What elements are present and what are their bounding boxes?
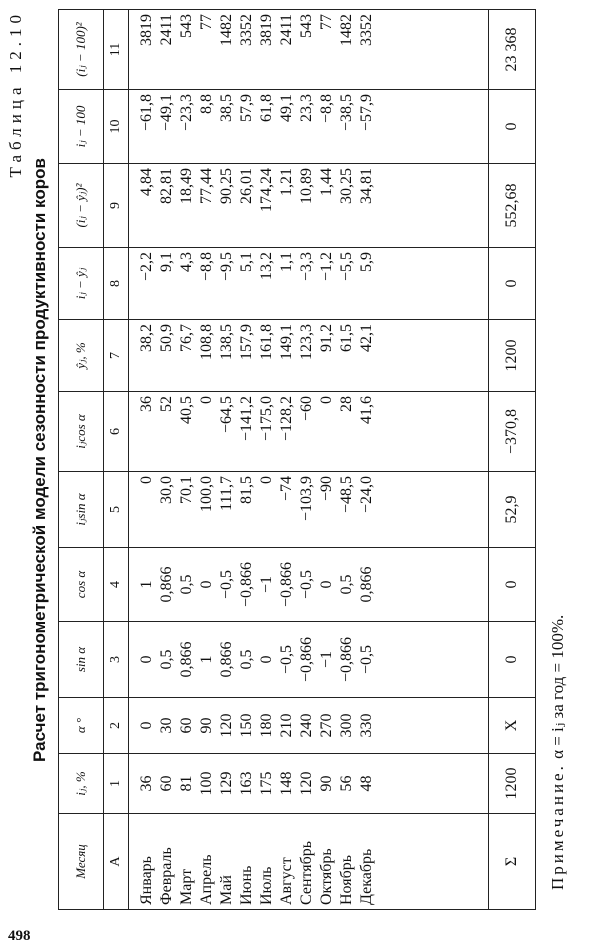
table-cell: 300 <box>338 713 355 738</box>
table-cell: 77,44 <box>198 168 215 204</box>
table-cell: −0,5 <box>358 644 375 675</box>
table-cell: −38,5 <box>338 94 355 132</box>
table-cell: 5,9 <box>358 252 375 272</box>
table-cell: −0,866 <box>278 561 295 608</box>
table-cell: −0,5 <box>278 644 295 675</box>
table-label: Таблица 12.10 <box>6 10 25 178</box>
table-title: Расчет тригонометрической модели сезонности продуктивности коров <box>30 158 49 762</box>
table-cell: −0,866 <box>238 561 255 608</box>
table-cell: −61,8 <box>138 94 155 132</box>
header-cell: iⱼ − 100 <box>59 90 104 164</box>
table-cell: 129 <box>218 771 235 796</box>
table-cell: 0,866 <box>158 566 175 603</box>
table-cell: 3352 <box>238 14 255 46</box>
table-cell: 1482 <box>338 14 355 46</box>
table-cell: 28 <box>338 396 355 412</box>
column-number: 5 <box>104 472 129 548</box>
table-cell: 1 <box>198 655 215 664</box>
table-cell: −8,8 <box>198 252 215 282</box>
table-cell: 13,2 <box>258 252 275 280</box>
table-cell: Декабрь <box>358 848 375 905</box>
column-number: 8 <box>104 248 129 320</box>
table-cell: 157,9 <box>238 324 255 360</box>
column-number: 11 <box>104 10 129 90</box>
table-cell: −103,9 <box>298 476 315 522</box>
table-cell: 0,5 <box>178 574 195 595</box>
column-number-row <box>104 10 129 910</box>
table-cell: Январь <box>138 856 155 905</box>
table-cell: 0,5 <box>238 649 255 670</box>
table-cell: 148 <box>278 771 295 796</box>
table-cell: −49,1 <box>158 94 175 132</box>
index-column <box>129 754 489 814</box>
table-cell: 3819 <box>258 14 275 46</box>
table-cell: 77 <box>198 14 215 30</box>
table-cell: 38,2 <box>138 324 155 352</box>
total-cell: 0 <box>489 248 536 320</box>
table-cell: −23,3 <box>178 94 195 132</box>
table-cell: 0 <box>318 396 335 404</box>
table-cell: 30,25 <box>338 168 355 204</box>
table-cell: −1 <box>258 575 275 594</box>
note-formula: α = iⱼ за год = 100%. <box>548 614 567 759</box>
table-cell: 3819 <box>138 14 155 46</box>
table-cell: −1,2 <box>318 252 335 282</box>
table-cell: 36 <box>138 396 155 412</box>
table-cell: Сентябрь <box>298 840 315 905</box>
table-cell: 38,5 <box>218 94 235 122</box>
table-cell: 0,866 <box>178 641 195 678</box>
table-cell: −5,5 <box>338 252 355 282</box>
column-number: 3 <box>104 622 129 698</box>
header-cell: Месяц <box>59 814 104 910</box>
table-cell: Апрель <box>198 854 215 905</box>
deviation-column <box>129 90 489 164</box>
deviation-squared-column <box>129 10 489 90</box>
data-body-row <box>129 10 489 910</box>
table-cell: 26,01 <box>238 168 255 204</box>
column-number: 2 <box>104 698 129 754</box>
table-cell: −48,5 <box>338 476 355 514</box>
table-cell: 8,8 <box>198 94 215 114</box>
total-cell: 0 <box>489 90 536 164</box>
seasonality-table <box>58 9 536 910</box>
table-cell: 2411 <box>158 14 175 46</box>
column-number: 9 <box>104 164 129 248</box>
table-cell: 90,25 <box>218 168 235 204</box>
table-cell: Июль <box>258 866 275 905</box>
table-cell: 76,7 <box>178 324 195 352</box>
total-cell: 552,68 <box>489 164 536 248</box>
table-cell: 2411 <box>278 14 295 46</box>
total-cell: −370,8 <box>489 392 536 472</box>
table-cell: 0 <box>318 580 335 589</box>
table-cell: 210 <box>278 713 295 738</box>
table-cell: −1 <box>318 650 335 669</box>
header-cell: iⱼ, % <box>59 754 104 814</box>
note-prefix: Примечание. <box>548 763 567 890</box>
table-cell: 40,5 <box>178 396 195 424</box>
table-cell: −128,2 <box>278 396 295 442</box>
table-cell: 1,21 <box>278 168 295 196</box>
table-cell: 1482 <box>218 14 235 46</box>
table-cell: 100,0 <box>198 476 215 512</box>
total-cell: 0 <box>489 622 536 698</box>
table-cell: 1,1 <box>278 252 295 272</box>
table-cell: −0,5 <box>298 569 315 600</box>
table-cell: 0,5 <box>338 574 355 595</box>
column-number: 6 <box>104 392 129 472</box>
table-cell: −2,2 <box>138 252 155 282</box>
table-cell: 42,1 <box>358 324 375 352</box>
table-cell: −3,3 <box>298 252 315 282</box>
table-cell: 41,6 <box>358 396 375 424</box>
table-cell: Февраль <box>158 847 175 905</box>
table-cell: 1,44 <box>318 168 335 196</box>
table-cell: 77 <box>318 14 335 30</box>
table-cell: −24,0 <box>358 476 375 514</box>
column-number: 7 <box>104 320 129 392</box>
table-cell: 0 <box>258 476 275 484</box>
table-cell: 56 <box>338 775 355 792</box>
table-cell: Июнь <box>238 865 255 905</box>
header-row <box>59 10 104 910</box>
index-sin-column <box>129 472 489 548</box>
table-cell: 3352 <box>358 14 375 46</box>
table-cell: 0,866 <box>358 566 375 603</box>
total-row <box>489 10 536 910</box>
table-cell: 120 <box>298 771 315 796</box>
header-cell: α ° <box>59 698 104 754</box>
table-cell: 57,9 <box>238 94 255 122</box>
table-cell: −141,2 <box>238 396 255 442</box>
table-cell: 0 <box>138 721 155 730</box>
table-cell: −60 <box>298 396 315 422</box>
table-cell: 149,1 <box>278 324 295 360</box>
table-cell: 4,3 <box>178 252 195 272</box>
table-cell: 18,49 <box>178 168 195 204</box>
column-number: 4 <box>104 548 129 622</box>
table-cell: 23,3 <box>298 94 315 122</box>
table-cell: 0 <box>138 476 155 484</box>
header-cell: ŷⱼ, % <box>59 320 104 392</box>
table-cell: −74 <box>278 476 295 502</box>
table-cell: 48 <box>358 775 375 792</box>
header-cell: sin α <box>59 622 104 698</box>
table-cell: Май <box>218 875 235 905</box>
total-cell: 52,9 <box>489 472 536 548</box>
residual-squared-column <box>129 164 489 248</box>
header-cell: iⱼ − ŷⱼ <box>59 248 104 320</box>
table-cell: −175,0 <box>258 396 275 442</box>
table-cell: 34,81 <box>358 168 375 204</box>
table-cell: 0,866 <box>218 641 235 678</box>
table-cell: 120 <box>218 713 235 738</box>
table-cell: 90 <box>318 775 335 792</box>
table-cell: 4,84 <box>138 168 155 196</box>
table-cell: 240 <box>298 713 315 738</box>
table-cell: 70,1 <box>178 476 195 504</box>
table-cell: −0,866 <box>338 636 355 683</box>
index-cos-column <box>129 392 489 472</box>
table-cell: 30,0 <box>158 476 175 504</box>
table-cell: 10,89 <box>298 168 315 204</box>
column-number: 1 <box>104 754 129 814</box>
cos-column <box>129 548 489 622</box>
table-cell: 270 <box>318 713 335 738</box>
table-cell: 91,2 <box>318 324 335 352</box>
header-cell: iⱼcos α <box>59 392 104 472</box>
table-cell: 180 <box>258 713 275 738</box>
table-cell: −57,9 <box>358 94 375 132</box>
total-cell: 23 368 <box>489 10 536 90</box>
header-cell: cos α <box>59 548 104 622</box>
table-cell: Ноябрь <box>338 854 355 905</box>
table-cell: −64,5 <box>218 396 235 434</box>
sin-column <box>129 622 489 698</box>
total-cell: X <box>489 698 536 754</box>
table-cell: 163 <box>238 771 255 796</box>
table-cell: 0 <box>198 580 215 589</box>
table-cell: 543 <box>298 14 315 38</box>
table-cell: −90 <box>318 476 335 502</box>
total-cell: Σ <box>489 814 536 910</box>
table-cell: 61,8 <box>258 94 275 122</box>
table-cell: 49,1 <box>278 94 295 122</box>
table-cell: 81 <box>178 775 195 792</box>
angle-column <box>129 698 489 754</box>
header-cell: iⱼsin α <box>59 472 104 548</box>
table-cell: 60 <box>158 775 175 792</box>
column-number: А <box>104 814 129 910</box>
table-cell: 82,81 <box>158 168 175 204</box>
table-cell: −0,5 <box>218 569 235 600</box>
table-cell: 5,1 <box>238 252 255 272</box>
table-cell: 81,5 <box>238 476 255 504</box>
table-cell: 174,24 <box>258 168 275 212</box>
total-cell: 0 <box>489 548 536 622</box>
table-cell: 175 <box>258 771 275 796</box>
table-cell: Март <box>178 868 195 905</box>
table-cell: 1 <box>138 580 155 589</box>
table-cell: 90 <box>198 717 215 734</box>
table-cell: 30 <box>158 717 175 734</box>
column-number: 10 <box>104 90 129 164</box>
fitted-column <box>129 320 489 392</box>
total-cell: 1200 <box>489 754 536 814</box>
table-cell: Август <box>278 857 295 905</box>
header-cell: (iⱼ − ŷⱼ)² <box>59 164 104 248</box>
table-cell: 0,5 <box>158 649 175 670</box>
table-cell: 61,5 <box>338 324 355 352</box>
table-cell: −8,8 <box>318 94 335 124</box>
header-cell: (iⱼ − 100)² <box>59 10 104 90</box>
table-cell: 60 <box>178 717 195 734</box>
table-cell: 0 <box>198 396 215 404</box>
table-cell: 330 <box>358 713 375 738</box>
table-cell: 138,5 <box>218 324 235 360</box>
table-cell: 161,8 <box>258 324 275 360</box>
table-cell: 543 <box>178 14 195 38</box>
table-cell: 0 <box>258 655 275 664</box>
table-cell: 150 <box>238 713 255 738</box>
table-cell: 123,3 <box>298 324 315 360</box>
table-cell: 108,8 <box>198 324 215 360</box>
table-cell: 9,1 <box>158 252 175 272</box>
table-cell: −0,866 <box>298 636 315 683</box>
table-cell: Октябрь <box>318 848 335 905</box>
month-column <box>129 814 489 910</box>
table-cell: −9,5 <box>218 252 235 282</box>
table-cell: 36 <box>138 775 155 792</box>
total-cell: 1200 <box>489 320 536 392</box>
table-cell: 111,7 <box>218 476 235 511</box>
table-cell: 0 <box>138 655 155 664</box>
table-cell: 100 <box>198 771 215 796</box>
page-number: 498 <box>8 928 31 944</box>
residual-column <box>129 248 489 320</box>
table-note <box>548 615 568 890</box>
table-cell: 50,9 <box>158 324 175 352</box>
table-cell: 52 <box>158 396 175 412</box>
